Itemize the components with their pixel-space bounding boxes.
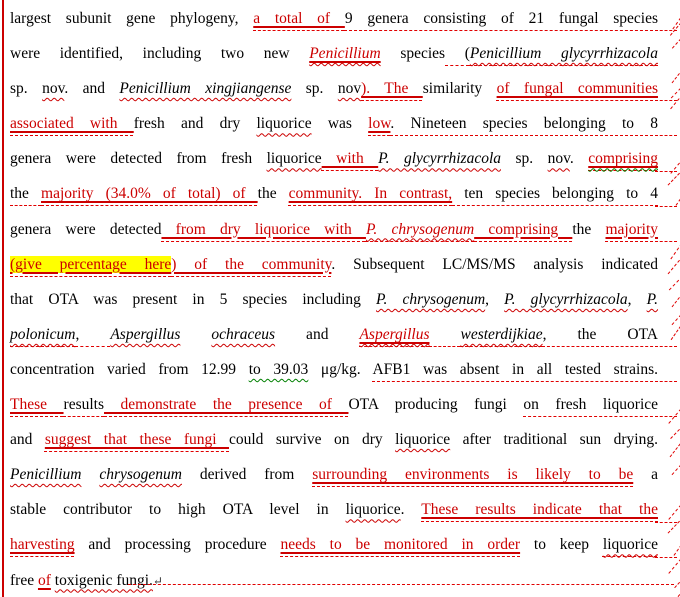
paragraph-line (10, 141, 658, 176)
text-segment: free (10, 571, 38, 589)
text-segment: sp. (10, 80, 43, 98)
text-segment: , (75, 325, 111, 343)
paragraph-line (10, 71, 658, 106)
revision-trail-line (655, 346, 677, 347)
text-segment: , the OTA (542, 325, 658, 343)
revision-connector-line (668, 496, 680, 520)
spellcheck-flagged-text: liquorice (602, 536, 658, 554)
text-segment: species (380, 45, 446, 63)
spellcheck-flagged-text: Penicillium glycyrrhizacola (469, 45, 658, 63)
spellcheck-flagged-text: P. (646, 290, 659, 308)
inserted-revision-text: These results indicate that the (421, 501, 658, 519)
text-segment: , (627, 290, 647, 308)
text-segment: on fresh liquorice (523, 396, 659, 414)
revision-trail-line (655, 522, 677, 523)
text-segment: largest subunit gene phylogeny, (10, 10, 254, 27)
text-segment: , (485, 290, 505, 308)
text-segment: the (572, 220, 606, 238)
inserted-revision-text: comprising (588, 150, 658, 168)
text-segment: the (257, 185, 289, 203)
inserted-revision-text: associated with (10, 115, 134, 133)
text-segment: sp. (501, 150, 548, 168)
inserted-revision-text: a total of (253, 10, 345, 27)
inserted-revision-text: Penicillium (309, 45, 381, 63)
text-segment: AFB1 was absent in all tested strains. (372, 360, 659, 378)
inserted-revision-text: of (37, 571, 51, 589)
revision-connector-line (672, 286, 680, 307)
revision-connector-line (674, 568, 680, 588)
text-segment: and (10, 431, 45, 449)
paragraph-line (10, 492, 658, 527)
inserted-revision-text: ). The (361, 80, 423, 98)
paragraph-line (10, 457, 658, 492)
text-segment: was (311, 115, 369, 133)
paragraph-line (10, 36, 658, 71)
revision-trail-line (655, 100, 677, 101)
spellcheck-flagged-text: chrysogenum (99, 466, 182, 484)
spellcheck-flagged-text: P. glycyrrhizacola (504, 290, 628, 308)
spellcheck-flagged-text: P. chrysogenum (376, 290, 486, 308)
text-segment: OTA producing fungi (348, 396, 524, 414)
spellcheck-flagged-text: Aspergillus (110, 325, 181, 343)
inserted-revision-text: needs to be monitored in order (280, 536, 521, 554)
text-segment: to keep (520, 536, 603, 554)
text-segment: . (569, 150, 589, 168)
paragraph-line (10, 422, 658, 457)
revision-trail-line (655, 381, 677, 382)
text-segment: a (633, 466, 659, 484)
revision-connector-line (674, 532, 680, 556)
inserted-revision-text: with (321, 150, 379, 168)
revision-connector-line (670, 436, 680, 457)
spellcheck-flagged-text: liquorice (345, 501, 401, 519)
text-segment: concentration varied from 12.99 (10, 360, 249, 378)
inserted-revision-text: low (368, 115, 391, 133)
revision-trail-line (128, 584, 674, 585)
paragraph-line (10, 212, 658, 247)
paragraph-line (10, 106, 658, 141)
text-segment (430, 326, 461, 343)
spellcheck-flagged-text: liquorice (395, 431, 451, 449)
revision-trail-line (655, 557, 677, 558)
paragraph-line (10, 176, 658, 211)
inserted-revision-text: from dry liquorice with (161, 220, 366, 238)
spellcheck-flagged-text: nov (42, 80, 65, 98)
text-segment: genera were detected (10, 220, 162, 238)
spellcheck-flagged-text: ochraceus (211, 325, 276, 343)
tracked-change-bar (2, 0, 4, 597)
text-segment: . (400, 501, 422, 519)
revision-connector-line (672, 452, 680, 475)
spellcheck-flagged-text: liquorice (266, 150, 322, 168)
revision-trail-line (655, 241, 677, 242)
inserted-revision-text: Aspergillus (359, 325, 430, 343)
spellcheck-flagged-text: Penicillium (10, 466, 82, 484)
spellcheck-flagged-text: P. glycyrrhizacola (378, 150, 501, 168)
text-segment: 9 genera consisting of 21 fungal species (344, 10, 659, 27)
spellcheck-flagged-text: nov (547, 150, 570, 168)
text-segment: fresh and dry (133, 115, 257, 133)
paragraph-line (10, 317, 658, 352)
revision-connector-line (670, 418, 680, 439)
revision-connector-line (672, 62, 680, 83)
text-segment (180, 326, 211, 343)
text-segment: were identified, including two new (10, 45, 310, 63)
inserted-revision-text: comprising (474, 220, 573, 238)
paragraph-line (10, 387, 658, 422)
inserted-revision-text: suggest that these fungi (44, 431, 229, 449)
text-segment: ( (445, 45, 470, 63)
text-segment: stable contributor to high OTA level in (10, 501, 346, 519)
paragraph-line (10, 247, 658, 282)
inserted-revision-text: harvesting (10, 536, 75, 554)
text-segment: similarity (422, 80, 497, 98)
text-segment: could survive on dry (229, 431, 396, 449)
text-segment: . and (64, 80, 120, 98)
highlighted-placeholder-text: (give percentage here (10, 255, 172, 273)
revision-trail-line (655, 206, 677, 207)
revision-connector-line (670, 234, 680, 259)
text-segment: genera were detected from fresh (10, 150, 267, 168)
text-segment: . Nineteen species belonging to 8 (390, 115, 658, 133)
text-segment: to 39.03 (248, 360, 309, 378)
text-segment: . Subsequent LC/MS/MS analysis indicated (331, 255, 659, 273)
inserted-revision-text: ) of the community (171, 255, 332, 273)
spellcheck-flagged-text: nov (337, 80, 362, 98)
inserted-revision-text: community. In contrast, (288, 185, 453, 203)
paragraph-line (10, 563, 658, 597)
text-segment: after traditional sun drying. (450, 431, 658, 449)
inserted-revision-text: majority (34.0% of total) of (41, 185, 258, 203)
spellcheck-flagged-text: toxigenic fungi. (54, 571, 153, 589)
text-segment: and (275, 325, 360, 343)
text-segment: μg/kg. (308, 360, 373, 378)
text-segment: results (63, 396, 105, 414)
inserted-revision-text: of fungal communities (496, 80, 658, 98)
paragraph-mark: ↵ (152, 573, 163, 588)
inserted-revision-text: These (10, 396, 64, 414)
spellcheck-flagged-text: Penicillium xingjiangense (119, 80, 292, 98)
paragraph-line (10, 282, 658, 317)
inserted-revision-text: majority (605, 220, 659, 238)
spellcheck-flagged-text: polonicum (10, 325, 76, 343)
revision-connector-line (671, 76, 680, 98)
revision-trail-line (655, 135, 677, 136)
spellcheck-flagged-text: westerdijkiae (460, 325, 543, 343)
paragraph-line (10, 527, 658, 562)
paragraph-line (10, 352, 658, 387)
text-segment (81, 466, 99, 483)
inserted-revision-text: demonstrate the presence of (104, 396, 349, 414)
text-segment: that OTA was present in 5 species including (10, 290, 377, 308)
text-segment: sp. (291, 80, 338, 98)
spellcheck-flagged-text: liquorice (256, 115, 312, 133)
text-segment: the (10, 185, 42, 203)
text-segment: ten species belonging to 4 (452, 185, 659, 203)
revision-connector-line (668, 400, 680, 424)
paragraph-text[interactable] (10, 1, 658, 597)
text-segment: derived from (182, 466, 313, 484)
inserted-revision-text: surrounding environments is likely to be (312, 466, 634, 484)
paragraph-line (10, 1, 658, 36)
inserted-revision-text: P. chrysogenum (365, 220, 475, 238)
text-segment: and processing procedure (74, 536, 281, 554)
revision-connector-line (676, 182, 680, 206)
